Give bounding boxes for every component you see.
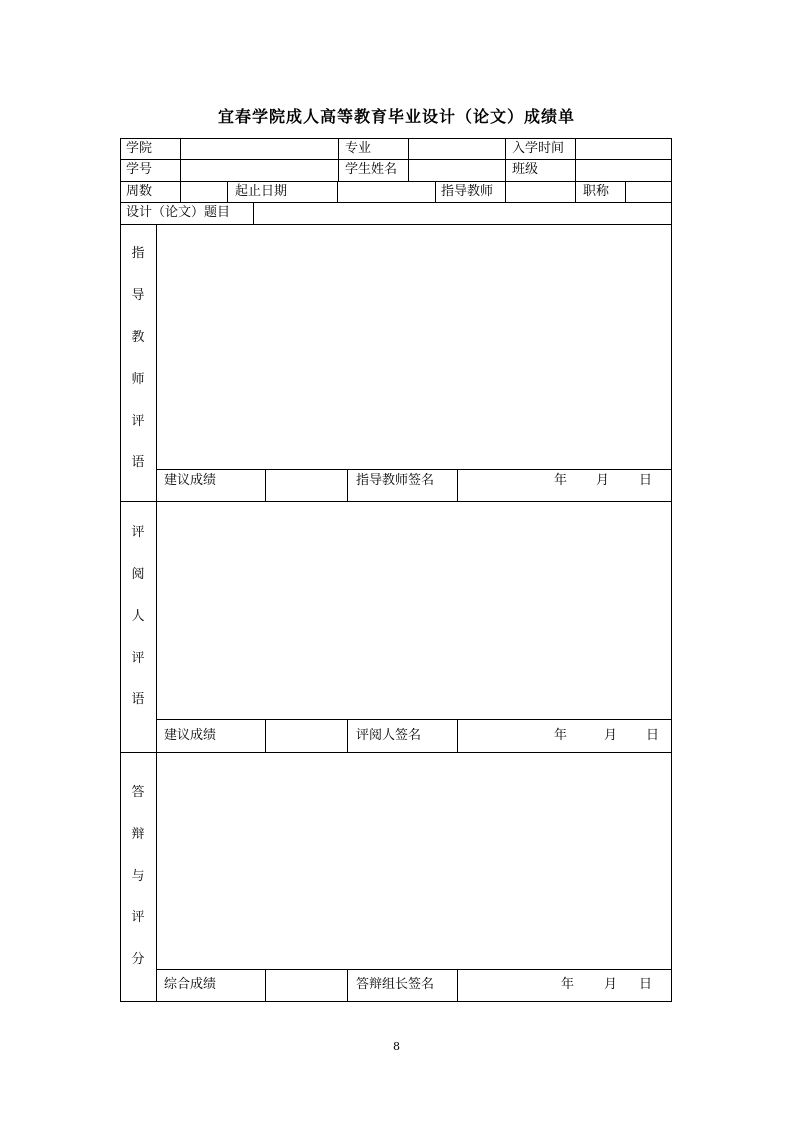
year-label: 年 — [561, 977, 575, 992]
day-label: 日 — [646, 728, 660, 743]
defense-label-char: 与 — [131, 869, 145, 884]
overall-grade-label: 综合成绩 — [164, 977, 217, 992]
defense-label-char: 答 — [131, 785, 145, 800]
reviewer-signature-label: 评阅人签名 — [356, 728, 422, 743]
advisor-signature-label: 指导教师签名 — [356, 473, 435, 488]
month-label: 月 — [596, 473, 610, 488]
class-label: 班级 — [512, 162, 539, 177]
suggested-grade-label: 建议成绩 — [164, 473, 217, 488]
grade-sheet-table — [120, 138, 672, 1002]
reviewer-comment-label-char: 评 — [131, 525, 145, 540]
defense-label-char: 评 — [131, 910, 145, 925]
reviewer-comment-label-char: 阅 — [131, 567, 145, 582]
day-label: 日 — [639, 977, 653, 992]
dates-label: 起止日期 — [235, 184, 288, 199]
advisor-comment-label-char: 语 — [131, 455, 145, 470]
reviewer-comment-label-char: 语 — [131, 692, 145, 707]
advisor-comment-label-char: 导 — [131, 288, 145, 303]
major-label: 专业 — [345, 141, 372, 156]
reviewer-comment-label-char: 人 — [131, 609, 145, 624]
day-label: 日 — [639, 473, 653, 488]
advisor-label: 指导教师 — [441, 184, 494, 199]
suggested-grade-label: 建议成绩 — [164, 728, 217, 743]
defense-label-char: 辩 — [131, 827, 145, 842]
reviewer-comment-label-char: 评 — [131, 651, 145, 666]
defense-chair-signature-label: 答辩组长签名 — [356, 977, 435, 992]
thesis-title-label: 设计（论文）题目 — [126, 205, 231, 220]
defense-label-char: 分 — [131, 952, 145, 967]
year-label: 年 — [554, 473, 568, 488]
student-name-label: 学生姓名 — [345, 162, 398, 177]
enroll-time-label: 入学时间 — [512, 141, 565, 156]
document-title: 宜春学院成人高等教育毕业设计（论文）成绩单 — [217, 107, 575, 126]
title-rank-label: 职称 — [583, 184, 610, 199]
advisor-comment-label-char: 教 — [131, 330, 145, 345]
advisor-comment-label-char: 指 — [131, 246, 145, 261]
student-id-label: 学号 — [126, 162, 153, 177]
weeks-label: 周数 — [126, 184, 153, 199]
college-label: 学院 — [126, 141, 153, 156]
year-label: 年 — [554, 728, 568, 743]
advisor-comment-label-char: 师 — [131, 372, 145, 387]
month-label: 月 — [604, 728, 618, 743]
page-number: 8 — [393, 1040, 400, 1053]
month-label: 月 — [604, 977, 618, 992]
advisor-comment-label-char: 评 — [131, 414, 145, 429]
